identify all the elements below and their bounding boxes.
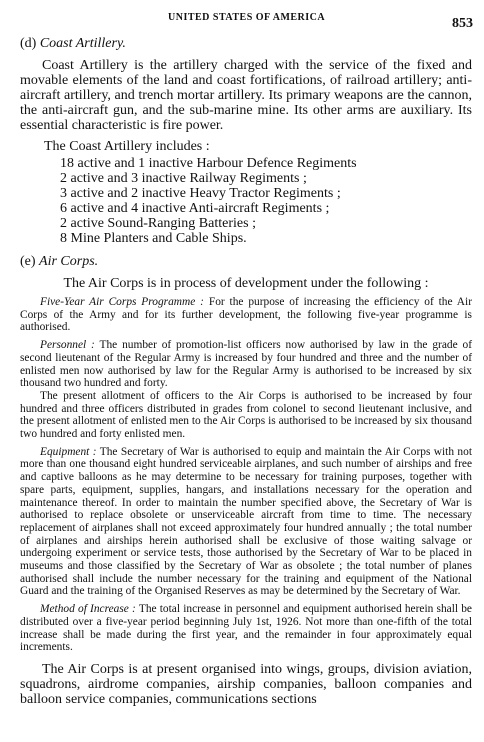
coast-artillery-paragraph: Coast Artillery is the artillery charged with the service of the fixed and movable elements of the land and coast fortifications, of railroad artillery; anti-aircraft artillery, and trench mortar artillery. Its primary weapons are the cannon, the anti-aircraft gun, and the sub-marine mine. Its other arms are auxiliary. Its essential characteristic is fire power. — [20, 58, 472, 133]
page-number: 853 — [452, 16, 473, 31]
air-corps-closing-paragraph: The Air Corps is at present organised into wings, groups, division aviation, squadrons, airdrome companies, airship companies, balloon companies and balloon service companies, communications sections — [20, 661, 472, 707]
coast-includes-intro: The Coast Artillery includes : — [44, 139, 210, 154]
method-title: Method of Increase : — [40, 603, 136, 616]
list-item: 6 active and 4 inactive Anti-aircraft Regiments ; — [60, 201, 330, 216]
five-year-title: Five-Year Air Corps Programme : — [40, 296, 204, 308]
air-section-label: (e) — [20, 254, 36, 269]
equipment-text: The Secretary of War is authorised to equip and maintain the Air Corps with not more than one thousand eight hundred serviceable airplanes, and such number of airships and free and captive balloons as he may determine to be necessary for training purposes, together with spare parts, equipment, supplies, hangars, and installations necessary for the operation and maintenance thereof. In order to maintain the number specified above, the Secretary of War is authorised to replace obsolete or unserviceable aircraft from time to time. The necessary replacement of airplanes shall not exceed approximately four hundred annually ; the total number of airplanes and airships herein authorised shall be exclusive of those waiting salvage or undergoing experiment or service tests, those authorised by the Secretary of War to be placed in museums and those classified by the Secretary of War as obsolete ; the total number of planes authorised shall include the number necessary for the training and equipment of the National Guard and the training of the Organised Reserves as may be determined by the Secretary of War. — [20, 445, 472, 598]
list-item: 3 active and 2 inactive Heavy Tractor Regiments ; — [60, 186, 341, 201]
personnel-paragraph-2: The present allotment of officers to the Air Corps is authorised to be increased by four hundred and three officers distributed in grades from colonel to second lieutenant inclusive, and the present allotment of enlisted men to the Air Corps is authorised to be increased by six thousand two hundred and forty enlisted men. — [20, 389, 472, 441]
method-paragraph — [20, 603, 472, 654]
air-section-title: Air Corps. — [39, 254, 99, 269]
equipment-paragraph — [20, 446, 472, 598]
coast-section-title: Coast Artillery. — [39, 36, 126, 51]
list-item: 2 active Sound-Ranging Batteries ; — [60, 216, 256, 231]
coast-units-list — [60, 156, 472, 246]
coast-section-label: (d) — [20, 36, 37, 51]
five-year-text: For the purpose of increasing the efficiency of the Air Corps of the Army and for its further development, the following five-year programme is authorised. — [20, 296, 472, 334]
running-title: UNITED STATES OF AMERICA — [168, 12, 326, 23]
personnel-title: Personnel : — [40, 339, 95, 352]
five-year-paragraph — [20, 296, 472, 334]
equipment-title: Equipment : — [40, 445, 97, 458]
page-content — [20, 36, 472, 707]
list-item: 18 active and 1 inactive Harbour Defence Regiments — [60, 156, 357, 171]
running-head — [0, 4, 484, 31]
coast-artillery-heading — [20, 36, 472, 52]
list-item: 8 Mine Planters and Cable Ships. — [60, 231, 247, 246]
list-item: 2 active and 3 inactive Railway Regiments ; — [60, 171, 307, 186]
personnel-paragraph — [20, 339, 472, 390]
air-corps-intro: The Air Corps is in process of development under the following : — [63, 276, 429, 291]
method-text: The total increase in personnel and equipment authorised herein shall be distributed over a five-year period beginning July 1st, 1926. Not more than one-fifth of the total increase shall be made during the first year, and the remainder in four approximately equal increments. — [20, 603, 472, 654]
personnel-text: The number of promotion-list officers now authorised by law in the grade of second lieutenant of the Regular Army is increased by four hundred and three and the number of enlisted men now authorised by law for the Regular Army is authorised to be increased by six thousand two hundred and forty. — [20, 339, 472, 390]
air-corps-heading — [20, 254, 472, 270]
